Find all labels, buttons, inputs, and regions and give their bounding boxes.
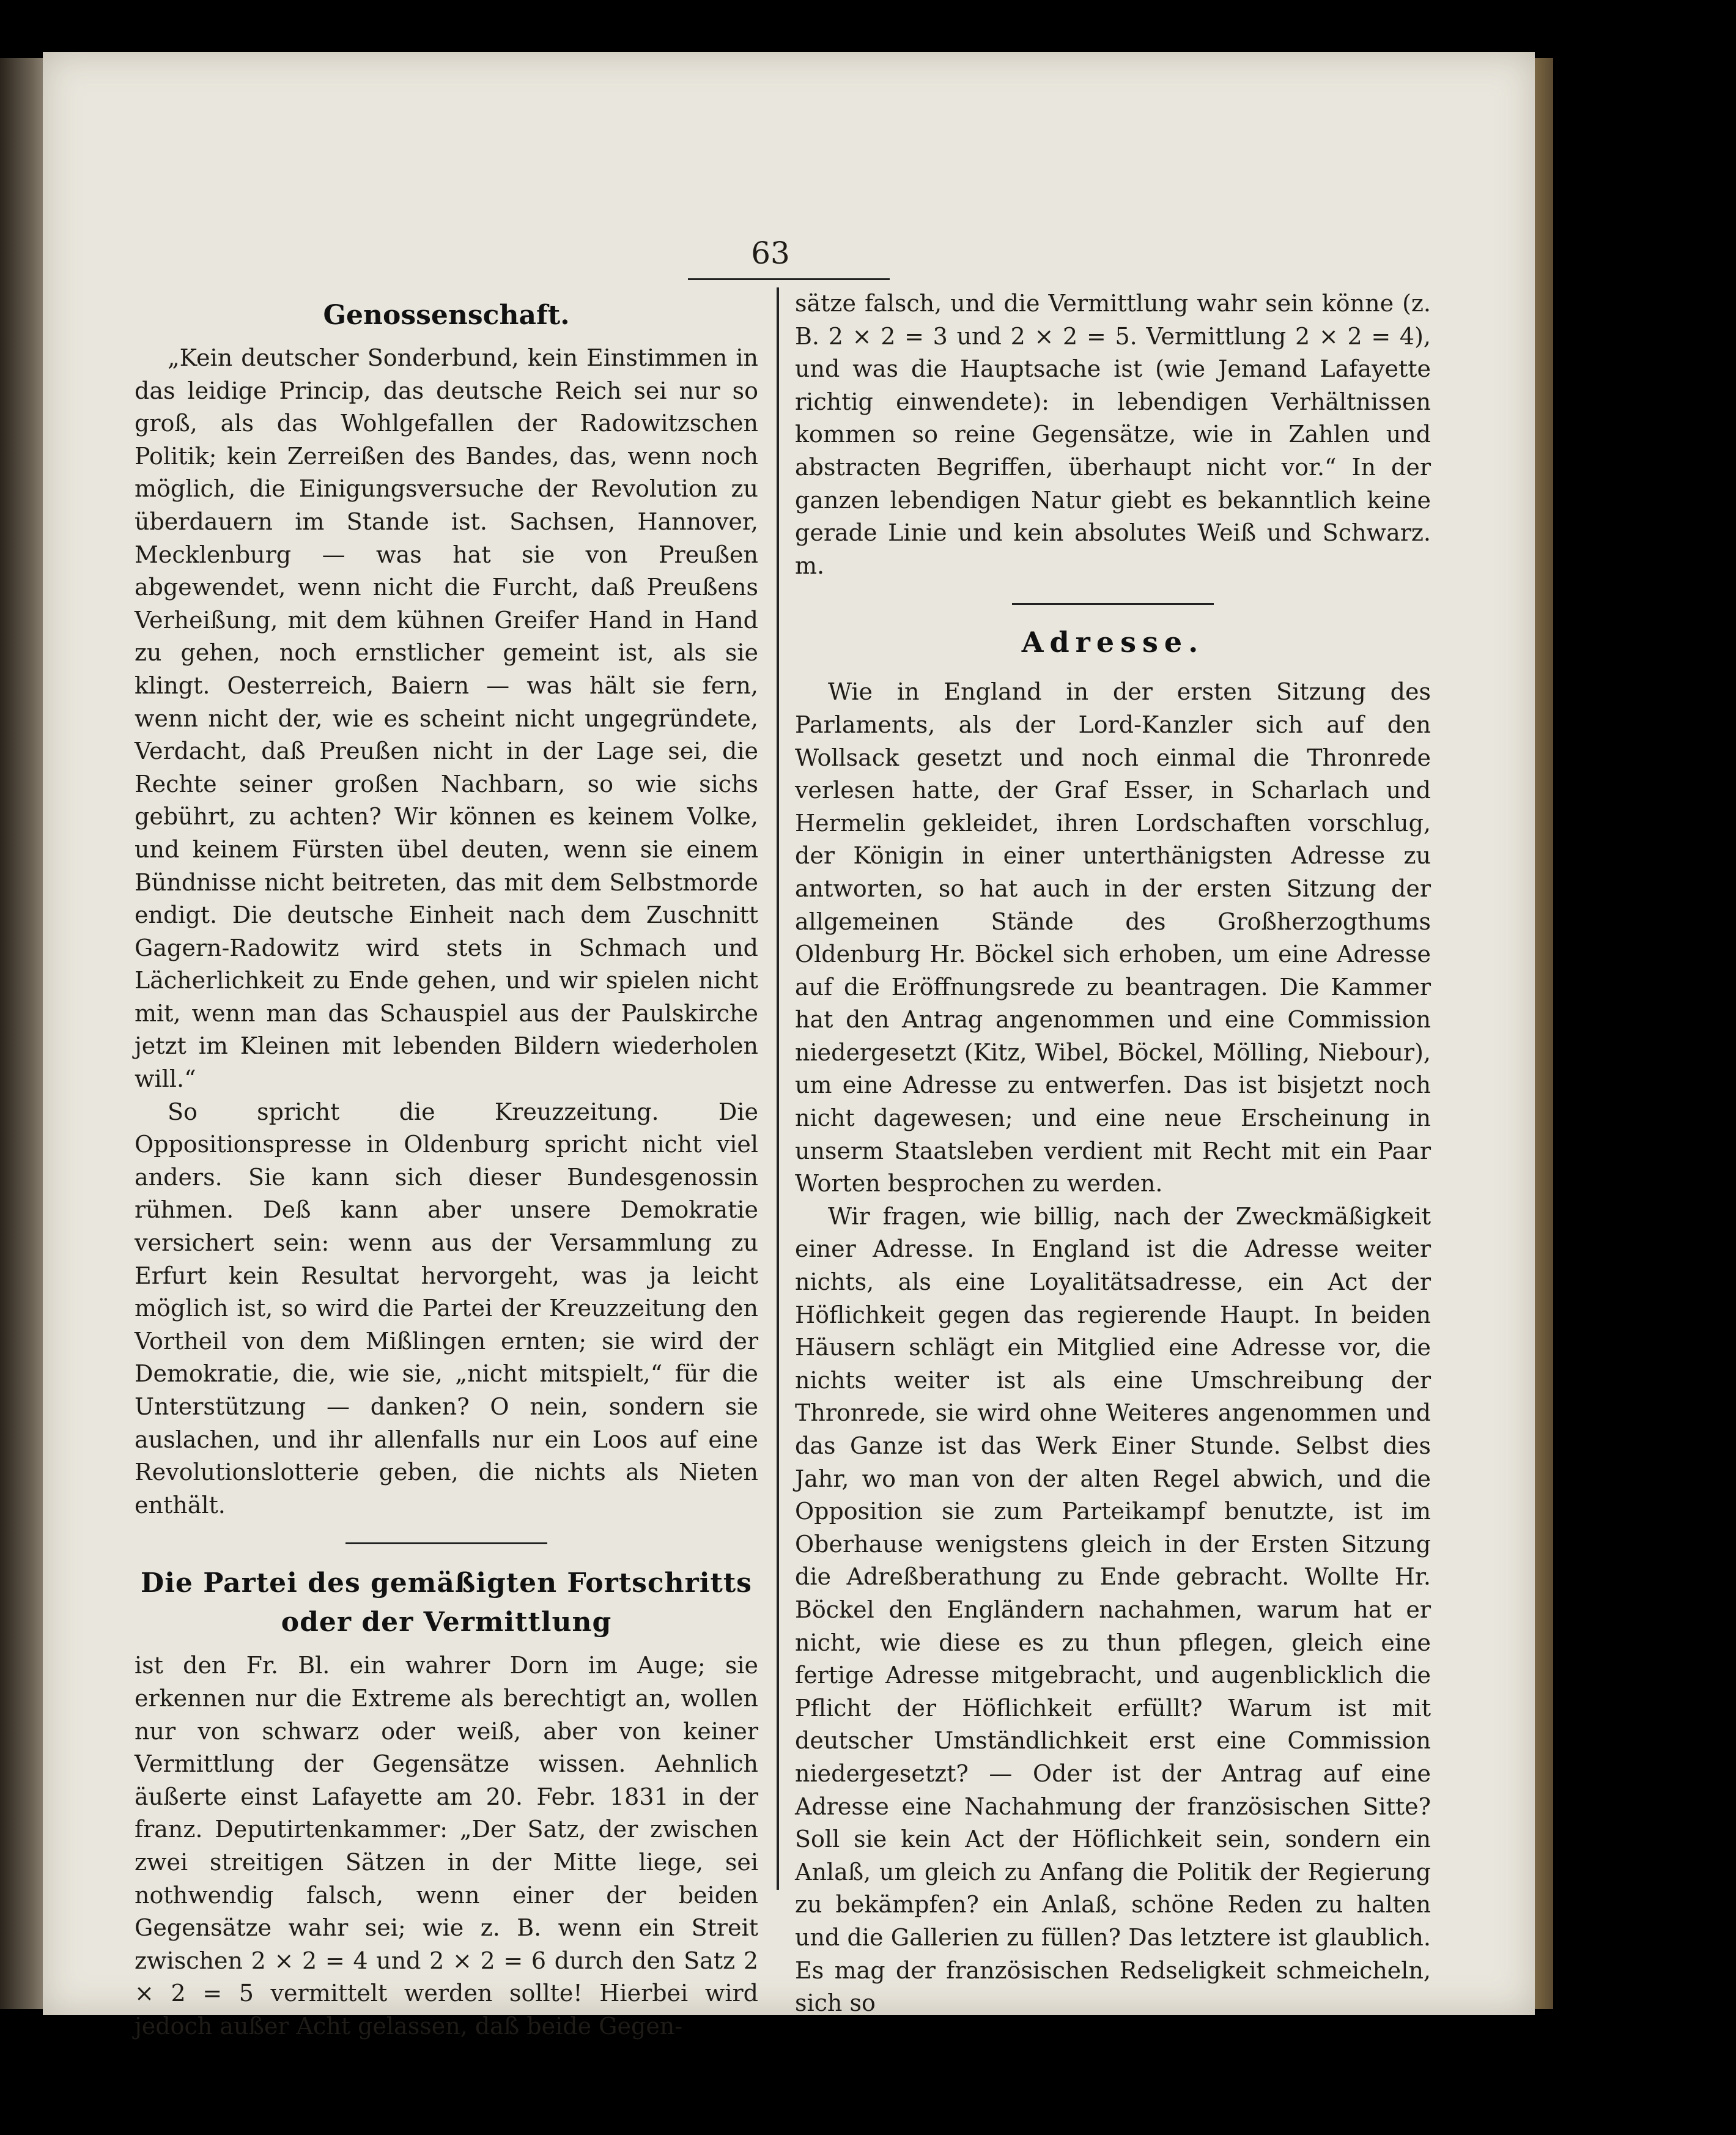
right-column xyxy=(795,287,1431,2020)
paragraph-so-spricht: So spricht die Kreuzzeitung. Die Oppositionspresse in Oldenburg spricht nicht viel anders. Sie kann sich dieser Bundesgenossin rühmen. Deß kann aber unsere Demokratie versichert sein: wenn aus der Versammlung zu Erfurt kein Resultat hervorgeht, was ja leicht möglich ist, so wird die Partei der Kreuzzeitung den Vortheil von dem Mißlingen ernten; sie wird der Demokratie, die, wie sie, „nicht mitspielt,“ für die Unterstützung — danken? O nein, sondern sie auslachen, und ihr allenfalls nur ein Loos auf eine Revolutionslotterie geben, die nichts als Nieten enthält. xyxy=(135,1098,758,1519)
heading-adresse: Adresse. xyxy=(1021,626,1205,659)
section-divider xyxy=(345,1542,547,1544)
paragraph-wir-fragen: Wir fragen, wie billig, nach der Zweckmäßigkeit einer Adresse. In England ist die Adresse weiter nichts, als eine Loyalitätsadresse, ein Act der Höflichkeit gegen das regierende Haupt. In beiden Häusern schlägt ein Mitglied eine Adresse vor, die nichts weiter ist als eine Umschreibung der Thronrede, sie wird ohne Weiteres angenommen und das Ganze ist das Werk Einer Stunde. Selbst dies Jahr, wo man von der alten Regel abwich, und die Opposition sie zum Parteikampf benutzte, ist im Oberhause wenigstens gleich in der Ersten Sitzung die Adreßberathung zu Ende gebracht. Wollte Hr. Böckel den Engländern nachahmen, warum hat er nicht, wie diese es zu thun pflegen, gleich eine fertige Adresse mitgebracht, und augenblicklich die Pflicht der Höflichkeit erfüllt? Warum ist mit deutscher Umständlichkeit erst eine Commission niedergesetzt? — Oder ist der Antrag auf eine Adresse eine Nachahmung der französischen Sitte? Soll sie kein Act der Höflichkeit sein, sondern ein Anlaß, um gleich zu Anfang die Politik der Regierung zu bekämpfen? ein Anlaß, schöne Reden zu halten und die Gallerien zu füllen? Das letztere ist glaublich. Es mag der französischen Redseligkeit schmeicheln, sich so xyxy=(795,1202,1431,2017)
heading-partei-line1: Die Partei des gemäßigten Fortschritts xyxy=(141,1567,752,1599)
heading-genossenschaft: Genossenschaft. xyxy=(323,300,570,331)
column-rule xyxy=(777,287,779,1890)
section-divider xyxy=(1012,603,1214,605)
left-column xyxy=(135,287,758,2043)
page-number: 63 xyxy=(751,235,790,271)
paragraph-saetze-falsch: sätze falsch, und die Vermittlung wahr sein könne (z. B. 2 × 2 = 3 und 2 × 2 = 5. Vermittlung 2 × 2 = 4), und was die Hauptsache ist (wie Jemand Lafayette richtig einwendete): in lebendigen Verhältnissen kommen so reine Gegensätze, wie in Zahlen und abstracten Begriffen, überhaupt nicht vor.“ In der ganzen lebendigen Natur giebt es bekanntlich keine gerade Linie und kein absolutes Weiß und Schwarz. m. xyxy=(795,290,1431,579)
paragraph-kreuzzeitung-quote: „Kein deutscher Sonderbund, kein Einstimmen in das leidige Princip, das deutsche Reich sei nur so groß, als das Wohlgefallen der Radowitzschen Politik; kein Zerreißen des Bandes, das, wenn noch möglich, die Einigungsversuche der Revolution zu überdauern im Stande ist. Sachsen, Hannover, Mecklenburg — was hat sie von Preußen abgewendet, wenn nicht die Furcht, daß Preußens Verheißung, mit dem kühnen Greifer Hand in Hand zu gehen, noch ernstlicher gemeint ist, als sie klingt. Oesterreich, Baiern — was hält sie fern, wenn nicht der, wie es scheint nicht ungegründete, Verdacht, daß Preußen nicht in der Lage sei, die Rechte seiner großen Nachbarn, so wie sichs gebührt, zu achten? Wir können es keinem Volke, und keinem Fürsten übel deuten, wenn sie einem Bündnisse nicht beitreten, das mit dem Selbstmorde endigt. Die deutsche Einheit nach dem Zuschnitt Gagern-Radowitz wird stets in Schmach und Lächerlichkeit zu Ende gehen, und wir spielen nicht mit, wenn man das Schauspiel aus der Paulskirche jetzt im Kleinen mit lebenden Bildern wiederholen will.“ xyxy=(135,344,758,1093)
paragraph-vermittlung: ist den Fr. Bl. ein wahrer Dorn im Auge; sie erkennen nur die Extreme als berechtigt an, wollen nur von schwarz oder weiß, aber von keiner Vermittlung der Gegensätze wissen. Aehnlich äußerte einst Lafayette am 20. Febr. 1831 in der franz. Deputirtenkammer: „Der Satz, der zwischen zwei streitigen Sätzen in der Mitte liege, sei nothwendig falsch, wenn einer der beiden Gegensätze wahr sei; wie z. B. wenn ein Streit zwischen 2 × 2 = 4 und 2 × 2 = 6 durch den Satz 2 × 2 = 5 vermittelt werden sollte! Hierbei wird jedoch außer Acht gelassen, daß beide Gegen- xyxy=(135,1652,758,2040)
heading-partei-line2: oder der Vermittlung xyxy=(281,1607,612,1638)
paragraph-england-parlament: Wie in England in der ersten Sitzung des Parlaments, als der Lord-Kanzler sich auf den Wollsack gesetzt und noch einmal die Thronrede verlesen hatte, der Graf Esser, in Scharlach und Hermelin gekleidet, ihren Lordschaften vorschlug, der Königin in einer unterthänigsten Adresse zu antworten, so hat auch in der ersten Sitzung der allgemeinen Stände des Großherzogthums Oldenburg Hr. Böckel sich erhoben, um eine Adresse auf die Eröffnungsrede zu beantragen. Die Kammer hat den Antrag angenommen und eine Commission niedergesetzt (Kitz, Wibel, Böckel, Mölling, Niebour), um eine Adresse zu entwerfen. Das ist bisjetzt noch nicht dagewesen; und eine neue Erscheinung in unserm Staatsleben verdient mit Recht mit ein Paar Worten besprochen zu werden. xyxy=(795,678,1431,1197)
page-number-rule xyxy=(688,278,890,280)
